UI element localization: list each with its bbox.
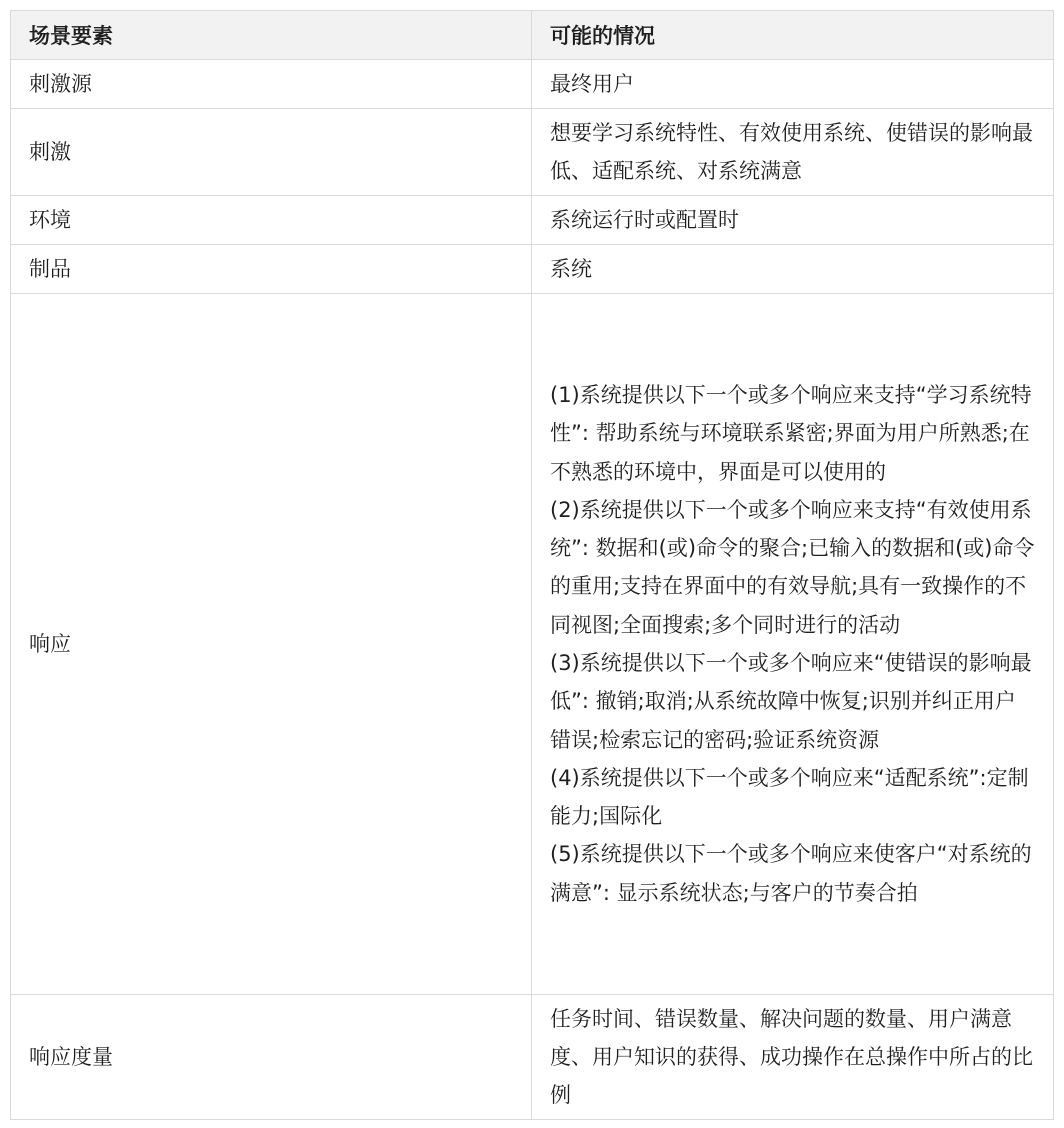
case-text: 任务时间、错误数量、解决问题的数量、用户满意度、用户知识的获得、成功操作在总操作中所占的比例 — [550, 1006, 1033, 1108]
cell-cases — [532, 294, 1054, 995]
cell-element: 响应 — [11, 294, 532, 995]
case-text: (2)系统提供以下一个或多个响应来支持“有效使用系统”: 数据和(或)命令的聚合;已输入的数据和(或)命令的重用;支持在界面中的有效导航;具有一致操作的不同视图;全面搜索;多个同时进行的活动 — [550, 497, 1035, 637]
table-row — [11, 196, 1054, 245]
case-text: (4)系统提供以下一个或多个响应来“适配系统”:定制能力;国际化 — [550, 765, 1029, 829]
table-row — [11, 60, 1054, 109]
table-row — [11, 109, 1054, 196]
table-header-row — [11, 11, 1054, 60]
cell-cases — [532, 60, 1054, 109]
case-text: 最终用户 — [550, 71, 634, 96]
case-text: 系统运行时或配置时 — [550, 207, 739, 232]
scenario-table-container — [10, 10, 1053, 1120]
case-text: (5)系统提供以下一个或多个响应来使客户“对系统的满意”: 显示系统状态;与客户的节奏合拍 — [550, 842, 1032, 905]
table-row — [11, 995, 1054, 1120]
cell-element: 制品 — [11, 245, 532, 294]
case-text: (3)系统提供以下一个或多个响应来“使错误的影响最低”: 撤销;取消;从系统故障中恢复;识别并纠正用户错误;检索忘记的密码;验证系统资源 — [550, 651, 1032, 752]
usability-scenario-table — [10, 10, 1054, 1120]
header-possible-cases: 可能的情况 — [532, 11, 1054, 60]
cell-element: 刺激源 — [11, 60, 532, 109]
header-scenario-element: 场景要素 — [11, 11, 532, 60]
table-row — [11, 245, 1054, 294]
table-row — [11, 294, 1054, 995]
case-text: 想要学习系统特性、有效使用系统、使错误的影响最低、适配系统、对系统满意 — [550, 120, 1033, 183]
cell-cases — [532, 245, 1054, 294]
cell-element: 环境 — [11, 196, 532, 245]
cell-cases — [532, 196, 1054, 245]
cell-cases — [532, 995, 1054, 1120]
case-text: 系统 — [550, 256, 592, 281]
case-text: (1)系统提供以下一个或多个响应来支持“学习系统特性”: 帮助系统与环境联系紧密;界面为用户所熟悉;在不熟悉的环境中，界面是可以使用的 — [550, 382, 1032, 484]
cell-element: 响应度量 — [11, 995, 532, 1120]
cell-element: 刺激 — [11, 109, 532, 196]
cell-cases — [532, 109, 1054, 196]
